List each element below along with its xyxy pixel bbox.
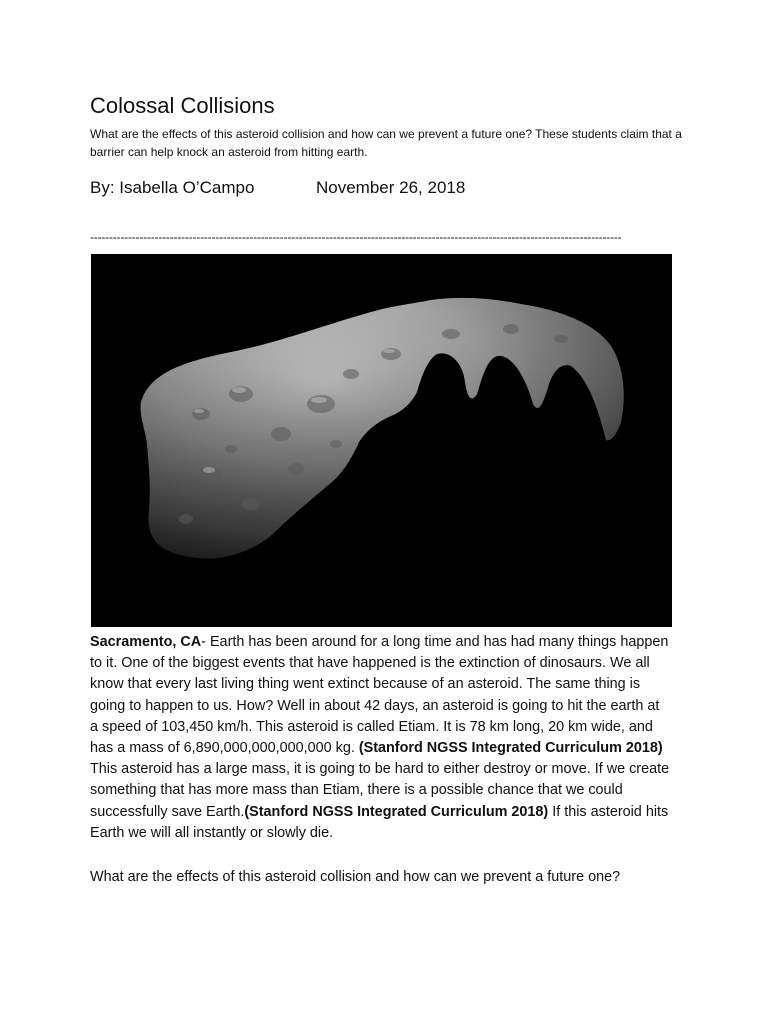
citation-1: (Stanford NGSS Integrated Curriculum 2018)	[358, 740, 663, 757]
publish-date: November 26, 2018	[316, 178, 466, 197]
body-part-3: If this asteroid hits Earth we will all instantly or slowly die.	[90, 803, 669, 841]
citation-2: (Stanford NGSS Integrated Curriculum 2018)	[244, 803, 549, 820]
asteroid-photo	[91, 254, 672, 627]
dateline: Sacramento, CA	[90, 634, 202, 650]
article-title: Colossal Collisions	[90, 93, 275, 118]
dashed-divider: --------------------------------------------------------------------------------------------------------------------------------------------	[90, 230, 622, 244]
body-part-2: This asteroid has a large mass, it is going to be hard to either destroy or move. If we create something that has more mass than Etiam, there is a possible chance that we could successfully save Earth.	[90, 761, 670, 820]
article-body	[90, 632, 670, 844]
closing-question: What are the effects of this asteroid collision and how can we prevent a future one?	[90, 869, 621, 885]
author-byline: By: Isabella O’Campo	[90, 178, 255, 197]
article-subtitle: What are the effects of this asteroid collision and how can we prevent a future one? These students claim that a barrier can help knock an asteroid from hitting earth.	[90, 127, 682, 159]
body-part-1: - Earth has been around for a long time and has had many things happen to it. One of the biggest events that have happened is the extinction of dinosaurs. We all know that every last living thing went extinct because of an asteroid. The same thing is going to happen to us. How? Well in about 42 days, an asteroid is going to hit the earth at a speed of 103,450 km/h. This asteroid is called Etiam. It is 78 km long, 20 km wide, and has a mass of 6,890,000,000,000,000 kg.	[90, 634, 669, 757]
